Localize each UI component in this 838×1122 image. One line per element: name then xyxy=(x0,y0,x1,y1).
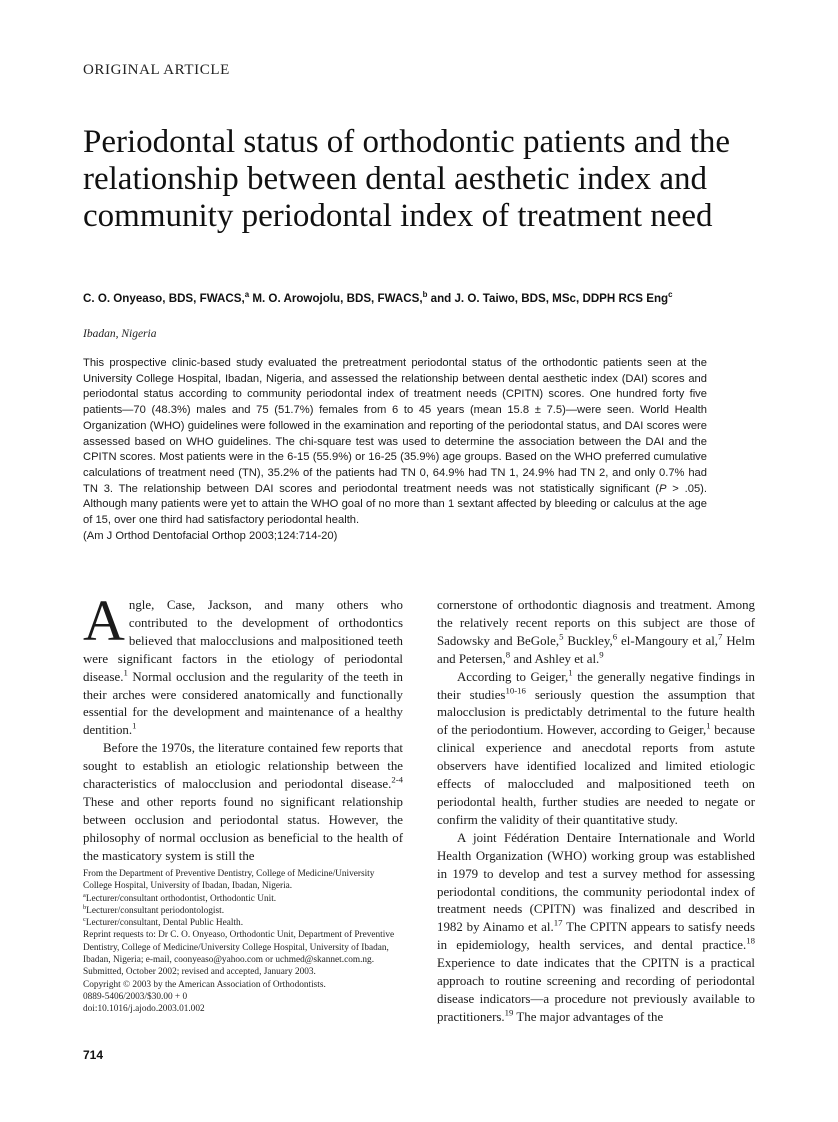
citation-ref: 1 xyxy=(568,667,573,678)
author-taiwo: and J. O. Taiwo, BDS, MSc, DDPH RCS Eng xyxy=(430,292,669,305)
citation-ref: 8 xyxy=(505,649,511,660)
footnote-doi: doi:10.1016/j.ajodo.2003.01.002 xyxy=(83,1004,205,1015)
footnote-affiliation: From the Department of Preventive Dentistry, College of Medicine/University College Hospital, University of Ibadan, Ibadan, Nigeria. xyxy=(83,869,375,892)
abstract-text-cont: > .05). Although many patients were yet to attain the WHO goal of no more than 1 sextant affected by bleeding or calculus at the age of 15, over one third had satisfactory periodontal health. xyxy=(83,482,707,527)
author-location: Ibadan, Nigeria xyxy=(83,328,157,340)
citation-ref: 6 xyxy=(612,631,618,642)
footnote-submitted: Submitted, October 2002; revised and accepted, January 2003. xyxy=(83,967,316,978)
citation-ref: 10-16 xyxy=(505,685,526,696)
body-paragraph: cornerstone of orthodontic diagnosis and treatment. Among the relatively recent reports on this subject are those of Sadowsky and BeGole,$^5$ Buckley,$^6$ el-Mangoury et al,$^7$ Helm and Petersen,$^8$ and Ashley et al.$^9$ xyxy=(437,598,755,666)
citation-ref: 7 xyxy=(718,631,723,642)
body-paragraph: Before the 1970s, the literature contained few reports that sought to establish an etiologic relationship between the characteristics of malocclusion and periodontal disease.$^{2-4}$ These and other reports found no significant relationship between occlusion and periodontal status. However, the philosophy of normal occlusion as beneficial to the health of the masticatory system is still the xyxy=(83,741,403,863)
footnotes xyxy=(83,868,405,1016)
affiliation-mark: b xyxy=(422,290,428,300)
citation-ref: 1 xyxy=(706,721,711,732)
footnote-b: $^b$Lecturer/consultant periodontologist. xyxy=(83,903,225,916)
author-arowojolu: M. O. Arowojolu, BDS, FWACS, xyxy=(252,292,423,305)
citation-ref: 1 xyxy=(123,667,128,678)
affiliation-mark: c xyxy=(668,290,673,300)
abstract-citation: (Am J Orthod Dentofacial Orthop 2003;124:714-20) xyxy=(83,529,338,542)
footnote-issn: 0889-5406/2003/$30.00 + 0 xyxy=(83,991,188,1002)
affiliation-mark: a xyxy=(244,290,250,300)
citation-ref: 5 xyxy=(559,631,564,642)
body-column-left xyxy=(83,588,403,866)
citation-ref: 17 xyxy=(553,918,563,929)
author-list xyxy=(83,290,703,307)
abstract-text: This prospective clinic-based study evaluated the pretreatment periodontal status of the orthodontic patients seen at the University College Hospital, Ibadan, Nigeria, and assessed the relationship between dental aesthetic index (DAI) scores and periodontal status according to community periodontal index of treatment needs (CPITN) scores. One hundred forty five patients—70 (48.3%) males and 75 (51.7%) females from 6 to 45 years (mean 15.8 ± 7.5)—were seen. World Health Organization (WHO) guidelines were followed in the examination and reporting of the periodontal status, and DAI scores were assessed based on WHO guidelines. The chi-square test was used to determine the association between the DAI and the CPITN scores. Most patients were in the 6-15 (55.9%) or 16-25 (35.9%) age groups. Based on the WHO preferred cumulative calculations of treatment need (TN), 35.2% of the patients had TN 0, 64.9% had TN 1, 24.9% had TN 2, and only 0.7% had TN 3. The relationship between DAI scores and periodontal treatment needs was not statistically significant ( xyxy=(83,357,707,495)
body-paragraph: Angle, Case, Jackson, and many others who contributed to the development of orthodontics believed that malocclusions and malpositioned teeth were significant factors in the etiology of periodontal disease.$^1$ Normal occlusion and the regularity of the teeth in their arches were considered anatomically and functionally essential for the development and maintenance of a healthy dentition.$^1$ xyxy=(83,588,403,738)
page-number: 714 xyxy=(83,1048,104,1062)
footnote-reprint: Reprint requests to: Dr C. O. Onyeaso, Orthodontic Unit, Department of Preventive Dentistry, College of Medicine/University College Hospital, University of Ibadan, Ibadan, Nigeria; e-mail, coonyeaso@yahoo.com or uchmed@skannet.com.ng. xyxy=(83,930,395,966)
footnote-copyright: Copyright © 2003 by the American Association of Orthodontists. xyxy=(83,979,326,990)
footnote-a: $^a$Lecturer/consultant orthodontist, Orthodontic Unit. xyxy=(83,891,277,904)
citation-ref: 1 xyxy=(132,721,137,732)
citation-ref: 9 xyxy=(599,649,604,660)
citation-ref: 18 xyxy=(746,935,755,946)
body-paragraph: A joint Fédération Dentaire Internationale and World Health Organization (WHO) working group was established in 1979 to develop and test a survey method for assessing periodontal conditions, the community periodontal index of treatment needs (CPITN) was finalized and described in 1982 by Ainamo et al.$^{17}$ The CPITN appears to satisfy needs in epidemiology, health services, and dental practice.$^{18}$ Experience to date indicates that the CPITN is a practical approach to routine screening and recording of periodontal disease indicators—a procedure not previously available to practitioners.$^{19}$ The major advantages of the xyxy=(437,830,755,1024)
citation-ref: 19 xyxy=(504,1007,514,1018)
author-onyeaso: C. O. Onyeaso, BDS, FWACS, xyxy=(83,292,245,305)
abstract xyxy=(83,356,707,544)
section-label: ORIGINAL ARTICLE xyxy=(83,62,230,78)
body-column-right xyxy=(437,597,755,1027)
citation-ref: 2-4 xyxy=(391,774,403,785)
drop-cap: A xyxy=(83,588,125,653)
p-symbol: P xyxy=(659,482,667,495)
footnote-c: $^c$Lecturer/consultant, Dental Public Health. xyxy=(83,916,244,929)
article-title: Periodontal status of orthodontic patients and the relationship between dental aesthetic index and community periodontal index of treatment need xyxy=(83,124,731,234)
body-paragraph: According to Geiger,$^1$ the generally negative findings in their studies$^{10-16}$ seriously question the assumption that malocclusion is predictably detrimental to the future health of the periodontium. However, according to Geiger,$^1$ because clinical experience and anecdotal reports from astute observers have identified localized and limited etiologic effects of maloccluded and malpositioned teeth on periodontal health, further studies are needed to negate or confirm the validity of their quantitative study. xyxy=(437,667,755,827)
